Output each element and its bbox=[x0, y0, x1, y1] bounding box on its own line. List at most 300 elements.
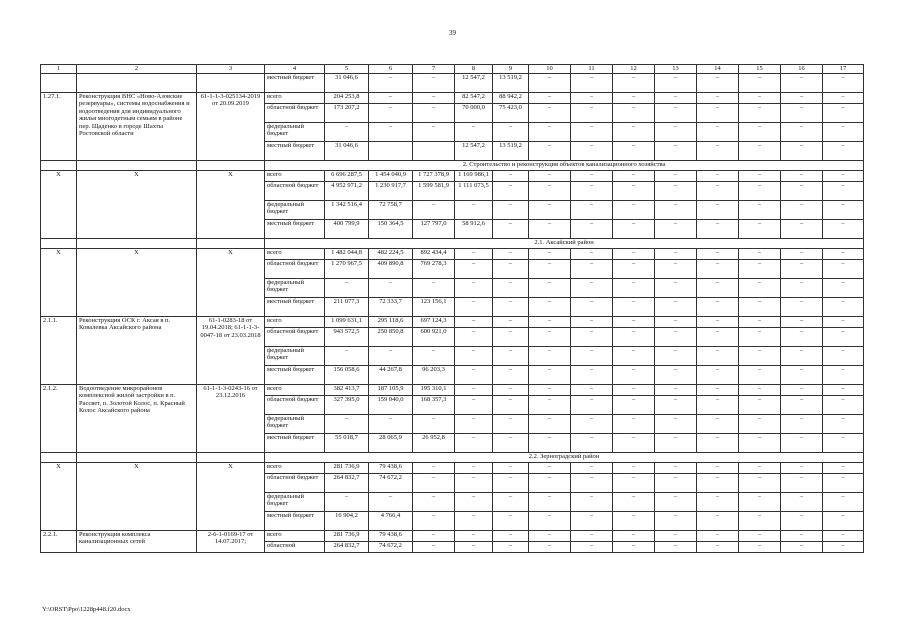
section-row bbox=[41, 239, 864, 249]
value-cell: – bbox=[455, 317, 493, 328]
dash-cell: – bbox=[655, 434, 697, 453]
dash-cell: – bbox=[529, 123, 571, 142]
dash-cell: – bbox=[529, 298, 571, 317]
value-cell: 55 018,7 bbox=[325, 434, 369, 453]
dash-cell: – bbox=[781, 366, 823, 385]
value-cell: – bbox=[325, 279, 369, 298]
value-cell: – bbox=[455, 123, 493, 142]
dash-cell: – bbox=[613, 317, 655, 328]
dash-cell: – bbox=[655, 474, 697, 493]
dash-cell: – bbox=[697, 415, 739, 434]
table-row bbox=[41, 93, 864, 104]
dash-cell: – bbox=[697, 531, 739, 542]
dash-cell: – bbox=[823, 201, 864, 220]
table-row bbox=[41, 463, 864, 474]
value-cell: – bbox=[493, 260, 529, 279]
dash-cell: – bbox=[529, 396, 571, 415]
column-number-header: 6 bbox=[369, 65, 413, 74]
value-cell: 26 952,8 bbox=[413, 434, 455, 453]
dash-cell: – bbox=[823, 396, 864, 415]
dash-cell: – bbox=[571, 415, 613, 434]
value-cell: 4 952 971,2 bbox=[325, 182, 369, 201]
x-mark-cell: Х bbox=[197, 463, 265, 531]
dash-cell: – bbox=[571, 142, 613, 161]
column-number-header: 14 bbox=[697, 65, 739, 74]
dash-cell: – bbox=[739, 201, 781, 220]
value-cell: – bbox=[369, 93, 413, 104]
dash-cell: – bbox=[739, 463, 781, 474]
value-cell: 150 364,5 bbox=[369, 220, 413, 239]
value-cell: 769 278,3 bbox=[413, 260, 455, 279]
value-cell: – bbox=[493, 123, 529, 142]
funding-source-label: федеральный бюджет bbox=[265, 201, 325, 220]
dash-cell: – bbox=[739, 434, 781, 453]
dash-cell: – bbox=[529, 74, 571, 93]
dash-cell: – bbox=[697, 385, 739, 396]
value-cell: – bbox=[493, 385, 529, 396]
funding-source-label: федеральный бюджет bbox=[265, 415, 325, 434]
value-cell: 6 696 287,5 bbox=[325, 171, 369, 182]
funding-source-label: областной бюджет bbox=[265, 182, 325, 201]
dash-cell: – bbox=[613, 493, 655, 512]
value-cell: 13 519,2 bbox=[493, 74, 529, 93]
value-cell bbox=[413, 142, 455, 161]
value-cell: 600 921,0 bbox=[413, 328, 455, 347]
column-number-header: 15 bbox=[739, 65, 781, 74]
empty-cell bbox=[41, 74, 77, 93]
value-cell: – bbox=[493, 396, 529, 415]
column-number-header: 10 bbox=[529, 65, 571, 74]
value-cell: 281 736,9 bbox=[325, 531, 369, 542]
dash-cell: – bbox=[739, 415, 781, 434]
dash-cell: – bbox=[781, 347, 823, 366]
dash-cell: – bbox=[739, 474, 781, 493]
dash-cell: – bbox=[781, 220, 823, 239]
item-name: Водоотведение микрорайонов комплексной жилой застройки в п. Рассвет, п. Золотой Колос, п. Красный Колос Аксайского района bbox=[77, 385, 197, 453]
dash-cell: – bbox=[823, 531, 864, 542]
value-cell: 943 572,5 bbox=[325, 328, 369, 347]
value-cell: 13 519,2 bbox=[493, 142, 529, 161]
dash-cell: – bbox=[823, 542, 864, 553]
value-cell: 1 270 967,5 bbox=[325, 260, 369, 279]
section-title: 2. Строительство и реконструкция объектов канализационного хозяйства bbox=[265, 161, 864, 171]
dash-cell: – bbox=[781, 142, 823, 161]
dash-cell: – bbox=[613, 542, 655, 553]
dash-cell: – bbox=[823, 298, 864, 317]
value-cell: – bbox=[413, 474, 455, 493]
value-cell: 204 253,8 bbox=[325, 93, 369, 104]
dash-cell: – bbox=[571, 93, 613, 104]
dash-cell: – bbox=[655, 317, 697, 328]
dash-cell: – bbox=[613, 415, 655, 434]
dash-cell: – bbox=[655, 366, 697, 385]
dash-cell: – bbox=[781, 474, 823, 493]
value-cell: – bbox=[455, 249, 493, 260]
section-row bbox=[41, 453, 864, 463]
dash-cell: – bbox=[655, 249, 697, 260]
dash-cell: – bbox=[697, 220, 739, 239]
dash-cell: – bbox=[529, 260, 571, 279]
dash-cell: – bbox=[529, 512, 571, 531]
dash-cell: – bbox=[613, 347, 655, 366]
x-mark-cell: Х bbox=[77, 171, 197, 239]
value-cell: – bbox=[455, 201, 493, 220]
value-cell: – bbox=[455, 260, 493, 279]
value-cell: – bbox=[413, 123, 455, 142]
dash-cell: – bbox=[781, 123, 823, 142]
dash-cell: – bbox=[823, 493, 864, 512]
dash-cell: – bbox=[655, 347, 697, 366]
dash-cell: – bbox=[781, 201, 823, 220]
dash-cell: – bbox=[613, 396, 655, 415]
dash-cell: – bbox=[781, 104, 823, 123]
dash-cell: – bbox=[655, 542, 697, 553]
value-cell: 1 482 044,8 bbox=[325, 249, 369, 260]
budget-table bbox=[40, 64, 864, 553]
funding-source-label: областной бюджет bbox=[265, 260, 325, 279]
dash-cell: – bbox=[739, 123, 781, 142]
dash-cell: – bbox=[655, 328, 697, 347]
value-cell: 28 065,9 bbox=[369, 434, 413, 453]
dash-cell: – bbox=[697, 182, 739, 201]
value-cell: 72 333,7 bbox=[369, 298, 413, 317]
dash-cell: – bbox=[697, 260, 739, 279]
dash-cell: – bbox=[697, 474, 739, 493]
dash-cell: – bbox=[571, 396, 613, 415]
dash-cell: – bbox=[823, 366, 864, 385]
dash-cell: – bbox=[823, 74, 864, 93]
dash-cell: – bbox=[739, 396, 781, 415]
dash-cell: – bbox=[823, 260, 864, 279]
value-cell: – bbox=[493, 366, 529, 385]
dash-cell: – bbox=[697, 328, 739, 347]
dash-cell: – bbox=[823, 317, 864, 328]
empty-cell bbox=[197, 239, 265, 249]
dash-cell: – bbox=[613, 182, 655, 201]
value-cell: 74 672,2 bbox=[369, 542, 413, 553]
dash-cell: – bbox=[739, 317, 781, 328]
column-number-header: 7 bbox=[413, 65, 455, 74]
value-cell: – bbox=[325, 347, 369, 366]
value-cell: 31 046,6 bbox=[325, 74, 369, 93]
value-cell: 88 942,2 bbox=[493, 93, 529, 104]
value-cell: – bbox=[455, 396, 493, 415]
funding-source-label: местный бюджет bbox=[265, 434, 325, 453]
funding-source-label: всего bbox=[265, 463, 325, 474]
dash-cell: – bbox=[613, 531, 655, 542]
value-cell: – bbox=[413, 104, 455, 123]
dash-cell: – bbox=[571, 385, 613, 396]
funding-source-label: местный бюджет bbox=[265, 366, 325, 385]
dash-cell: – bbox=[613, 328, 655, 347]
dash-cell: – bbox=[571, 347, 613, 366]
value-cell: – bbox=[455, 542, 493, 553]
dash-cell: – bbox=[529, 542, 571, 553]
dash-cell: – bbox=[571, 366, 613, 385]
dash-cell: – bbox=[697, 93, 739, 104]
dash-cell: – bbox=[529, 434, 571, 453]
value-cell: – bbox=[413, 463, 455, 474]
dash-cell: – bbox=[823, 512, 864, 531]
dash-cell: – bbox=[823, 220, 864, 239]
dash-cell: – bbox=[697, 463, 739, 474]
dash-cell: – bbox=[655, 396, 697, 415]
dash-cell: – bbox=[613, 220, 655, 239]
dash-cell: – bbox=[739, 512, 781, 531]
dash-cell: – bbox=[781, 531, 823, 542]
value-cell: – bbox=[369, 74, 413, 93]
dash-cell: – bbox=[529, 201, 571, 220]
dash-cell: – bbox=[823, 463, 864, 474]
value-cell: – bbox=[455, 279, 493, 298]
dash-cell: – bbox=[823, 279, 864, 298]
empty-cell bbox=[41, 453, 77, 463]
item-code: 61-1-0283-18 от 19.04.2018; 61-1-1-3-0047-18 от 23.03.2018 bbox=[197, 317, 265, 385]
column-number-header: 12 bbox=[613, 65, 655, 74]
dash-cell: – bbox=[781, 493, 823, 512]
funding-source-label: областной бюджет bbox=[265, 328, 325, 347]
dash-cell: – bbox=[739, 385, 781, 396]
column-number-header: 11 bbox=[571, 65, 613, 74]
x-mark-cell: Х bbox=[41, 249, 77, 317]
dash-cell: – bbox=[823, 249, 864, 260]
dash-cell: – bbox=[613, 142, 655, 161]
column-number-header: 5 bbox=[325, 65, 369, 74]
dash-cell: – bbox=[781, 328, 823, 347]
dash-cell: – bbox=[739, 366, 781, 385]
file-path-footer: Y:\ORST\Ppo\1228p448.f20.docx bbox=[42, 606, 131, 613]
dash-cell: – bbox=[739, 104, 781, 123]
value-cell: 327 395,0 bbox=[325, 396, 369, 415]
x-mark-cell: Х bbox=[77, 249, 197, 317]
value-cell: 44 267,8 bbox=[369, 366, 413, 385]
dash-cell: – bbox=[613, 123, 655, 142]
value-cell: – bbox=[455, 328, 493, 347]
dash-cell: – bbox=[571, 74, 613, 93]
dash-cell: – bbox=[823, 328, 864, 347]
dash-cell: – bbox=[529, 474, 571, 493]
dash-cell: – bbox=[823, 415, 864, 434]
dash-cell: – bbox=[697, 396, 739, 415]
value-cell: – bbox=[493, 493, 529, 512]
value-cell: 58 912,6 bbox=[455, 220, 493, 239]
value-cell: – bbox=[413, 74, 455, 93]
section-title: 2.1. Аксайский район bbox=[265, 239, 864, 249]
item-number: 2.2.1. bbox=[41, 531, 77, 553]
column-number-header: 9 bbox=[493, 65, 529, 74]
dash-cell: – bbox=[823, 104, 864, 123]
column-number-header: 13 bbox=[655, 65, 697, 74]
dash-cell: – bbox=[697, 123, 739, 142]
dash-cell: – bbox=[739, 260, 781, 279]
dash-cell: – bbox=[529, 347, 571, 366]
dash-cell: – bbox=[739, 531, 781, 542]
dash-cell: – bbox=[697, 279, 739, 298]
dash-cell: – bbox=[655, 104, 697, 123]
table-row bbox=[41, 74, 864, 93]
value-cell: 482 224,5 bbox=[369, 249, 413, 260]
dash-cell: – bbox=[613, 279, 655, 298]
dash-cell: – bbox=[697, 171, 739, 182]
dash-cell: – bbox=[739, 142, 781, 161]
dash-cell: – bbox=[571, 434, 613, 453]
dash-cell: – bbox=[781, 415, 823, 434]
dash-cell: – bbox=[613, 74, 655, 93]
dash-cell: – bbox=[613, 93, 655, 104]
value-cell: – bbox=[493, 328, 529, 347]
page-number: 39 bbox=[449, 29, 456, 37]
dash-cell: – bbox=[739, 328, 781, 347]
dash-cell: – bbox=[655, 201, 697, 220]
item-code: 2-6-1-0169-17 от 14.07.2017; bbox=[197, 531, 265, 553]
dash-cell: – bbox=[571, 201, 613, 220]
dash-cell: – bbox=[571, 512, 613, 531]
value-cell: 211 077,3 bbox=[325, 298, 369, 317]
dash-cell: – bbox=[781, 93, 823, 104]
dash-cell: – bbox=[613, 171, 655, 182]
dash-cell: – bbox=[613, 474, 655, 493]
empty-cell bbox=[41, 161, 77, 171]
column-number-header: 3 bbox=[197, 65, 265, 74]
dash-cell: – bbox=[571, 182, 613, 201]
item-number: 2.1.2. bbox=[41, 385, 77, 453]
dash-cell: – bbox=[781, 317, 823, 328]
dash-cell: – bbox=[571, 249, 613, 260]
column-number-header: 4 bbox=[265, 65, 325, 74]
dash-cell: – bbox=[823, 171, 864, 182]
dash-cell: – bbox=[571, 493, 613, 512]
dash-cell: – bbox=[613, 260, 655, 279]
value-cell: – bbox=[455, 463, 493, 474]
dash-cell: – bbox=[697, 317, 739, 328]
item-name: Реконструкция комплекса канализационных сетей bbox=[77, 531, 197, 553]
dash-cell: – bbox=[781, 434, 823, 453]
dash-cell: – bbox=[613, 512, 655, 531]
value-cell: – bbox=[369, 415, 413, 434]
value-cell: 1 111 073,5 bbox=[455, 182, 493, 201]
value-cell: 12 547,2 bbox=[455, 142, 493, 161]
dash-cell: – bbox=[739, 171, 781, 182]
dash-cell: – bbox=[739, 347, 781, 366]
dash-cell: – bbox=[823, 93, 864, 104]
empty-cell bbox=[197, 453, 265, 463]
empty-cell bbox=[77, 161, 197, 171]
value-cell: – bbox=[413, 279, 455, 298]
value-cell: 70 000,0 bbox=[455, 104, 493, 123]
value-cell: 127 797,0 bbox=[413, 220, 455, 239]
section-title: 2.2. Зерноградский район bbox=[265, 453, 864, 463]
dash-cell: – bbox=[781, 182, 823, 201]
table-row bbox=[41, 531, 864, 542]
value-cell: – bbox=[369, 347, 413, 366]
dash-cell: – bbox=[823, 434, 864, 453]
dash-cell: – bbox=[781, 298, 823, 317]
dash-cell: – bbox=[781, 279, 823, 298]
dash-cell: – bbox=[571, 123, 613, 142]
value-cell: – bbox=[369, 104, 413, 123]
dash-cell: – bbox=[655, 531, 697, 542]
value-cell: – bbox=[493, 220, 529, 239]
empty-cell bbox=[77, 74, 197, 93]
value-cell: – bbox=[413, 542, 455, 553]
x-mark-cell: Х bbox=[41, 463, 77, 531]
value-cell: – bbox=[325, 415, 369, 434]
value-cell: 96 203,3 bbox=[413, 366, 455, 385]
dash-cell: – bbox=[739, 493, 781, 512]
x-mark-cell: Х bbox=[197, 171, 265, 239]
dash-cell: – bbox=[529, 182, 571, 201]
dash-cell: – bbox=[781, 249, 823, 260]
dash-cell: – bbox=[697, 493, 739, 512]
dash-cell: – bbox=[613, 249, 655, 260]
dash-cell: – bbox=[655, 220, 697, 239]
column-number-header: 16 bbox=[781, 65, 823, 74]
value-cell: – bbox=[493, 531, 529, 542]
funding-source-label: всего bbox=[265, 531, 325, 542]
value-cell: – bbox=[455, 474, 493, 493]
dash-cell: – bbox=[571, 220, 613, 239]
funding-source-label: местный бюджет bbox=[265, 220, 325, 239]
dash-cell: – bbox=[529, 328, 571, 347]
dash-cell: – bbox=[655, 123, 697, 142]
dash-cell: – bbox=[529, 93, 571, 104]
value-cell: – bbox=[493, 415, 529, 434]
value-cell: 295 118,6 bbox=[369, 317, 413, 328]
dash-cell: – bbox=[529, 317, 571, 328]
value-cell: 12 547,2 bbox=[455, 74, 493, 93]
item-number: 1.27.1. bbox=[41, 93, 77, 161]
dash-cell: – bbox=[697, 298, 739, 317]
value-cell: 697 124,3 bbox=[413, 317, 455, 328]
dash-cell: – bbox=[571, 171, 613, 182]
value-cell: – bbox=[493, 512, 529, 531]
dash-cell: – bbox=[781, 260, 823, 279]
dash-cell: – bbox=[571, 542, 613, 553]
dash-cell: – bbox=[655, 260, 697, 279]
dash-cell: – bbox=[571, 463, 613, 474]
funding-source-label: всего bbox=[265, 317, 325, 328]
dash-cell: – bbox=[823, 123, 864, 142]
empty-cell bbox=[77, 453, 197, 463]
dash-cell: – bbox=[655, 142, 697, 161]
value-cell: – bbox=[325, 123, 369, 142]
item-code: 61-1-1-3-025134-2019 от 20.09.2019 bbox=[197, 93, 265, 161]
value-cell: – bbox=[493, 182, 529, 201]
value-cell: – bbox=[369, 123, 413, 142]
value-cell: 250 850,8 bbox=[369, 328, 413, 347]
value-cell: 1 599 581,9 bbox=[413, 182, 455, 201]
value-cell: – bbox=[493, 474, 529, 493]
x-mark-cell: Х bbox=[197, 249, 265, 317]
value-cell: – bbox=[493, 298, 529, 317]
value-cell: – bbox=[493, 279, 529, 298]
dash-cell: – bbox=[697, 366, 739, 385]
dash-cell: – bbox=[655, 93, 697, 104]
dash-cell: – bbox=[655, 415, 697, 434]
dash-cell: – bbox=[739, 542, 781, 553]
dash-cell: – bbox=[529, 463, 571, 474]
value-cell: – bbox=[493, 542, 529, 553]
dash-cell: – bbox=[739, 220, 781, 239]
item-name: Реконструкция ОСК г. Аксая в п. Ковалевка Аксайского района bbox=[77, 317, 197, 385]
value-cell: – bbox=[493, 249, 529, 260]
dash-cell: – bbox=[739, 298, 781, 317]
dash-cell: – bbox=[613, 201, 655, 220]
value-cell: 72 758,7 bbox=[369, 201, 413, 220]
value-cell: – bbox=[413, 493, 455, 512]
dash-cell: – bbox=[571, 279, 613, 298]
dash-cell: – bbox=[697, 542, 739, 553]
